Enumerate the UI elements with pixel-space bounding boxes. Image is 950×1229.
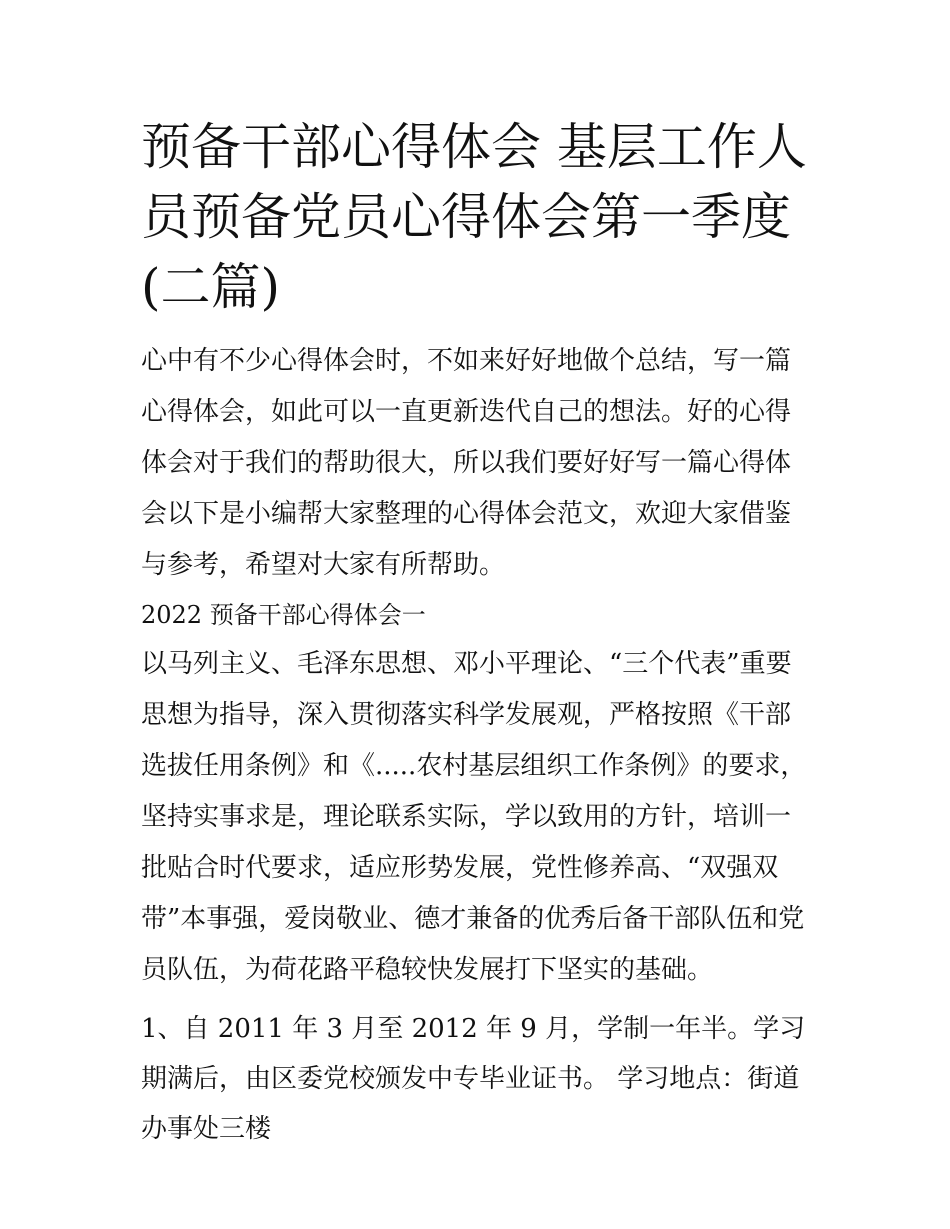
body-paragraph-schedule: 1、自 2011 年 3 月至 2012 年 9 月，学制一年半。学习期满后，由区委党校颁发中专毕业证书。 学习地点：街道办事处三楼 [141,1014,806,1144]
section-heading: 2022 预备干部心得体会一 [141,601,426,629]
body-paragraph-guidance: 以马列主义、毛泽东思想、邓小平理论、“三个代表”重要思想为指导，深入贯彻落实科学发展观，严格按照《干部选拔任用条例》和《.....农村基层组织工作条例》的要求，坚持实事求是，理论联系实际，学以致用的方针，培训一批贴合时代要求，适应形势发展，党性修养高、“双强双带”本事强，爱岗敬业、德才兼备的优秀后备干部队伍和党员队伍，为荷花路平稳较快发展打下坚实的基础。 [141,649,807,985]
document-title: 预备干部心得体会 基层工作人员预备党员心得体会第一季度(二篇) [141,118,807,316]
document-page [141,112,813,1154]
intro-paragraph: 心中有不少心得体会时，不如来好好地做个总结，写一篇心得体会，如此可以一直更新迭代自己的想法。好的心得体会对于我们的帮助很大，所以我们要好好写一篇心得体会以下是小编帮大家整理的心得体会范文，欢迎大家借鉴与参考，希望对大家有所帮助。 [141,346,792,580]
